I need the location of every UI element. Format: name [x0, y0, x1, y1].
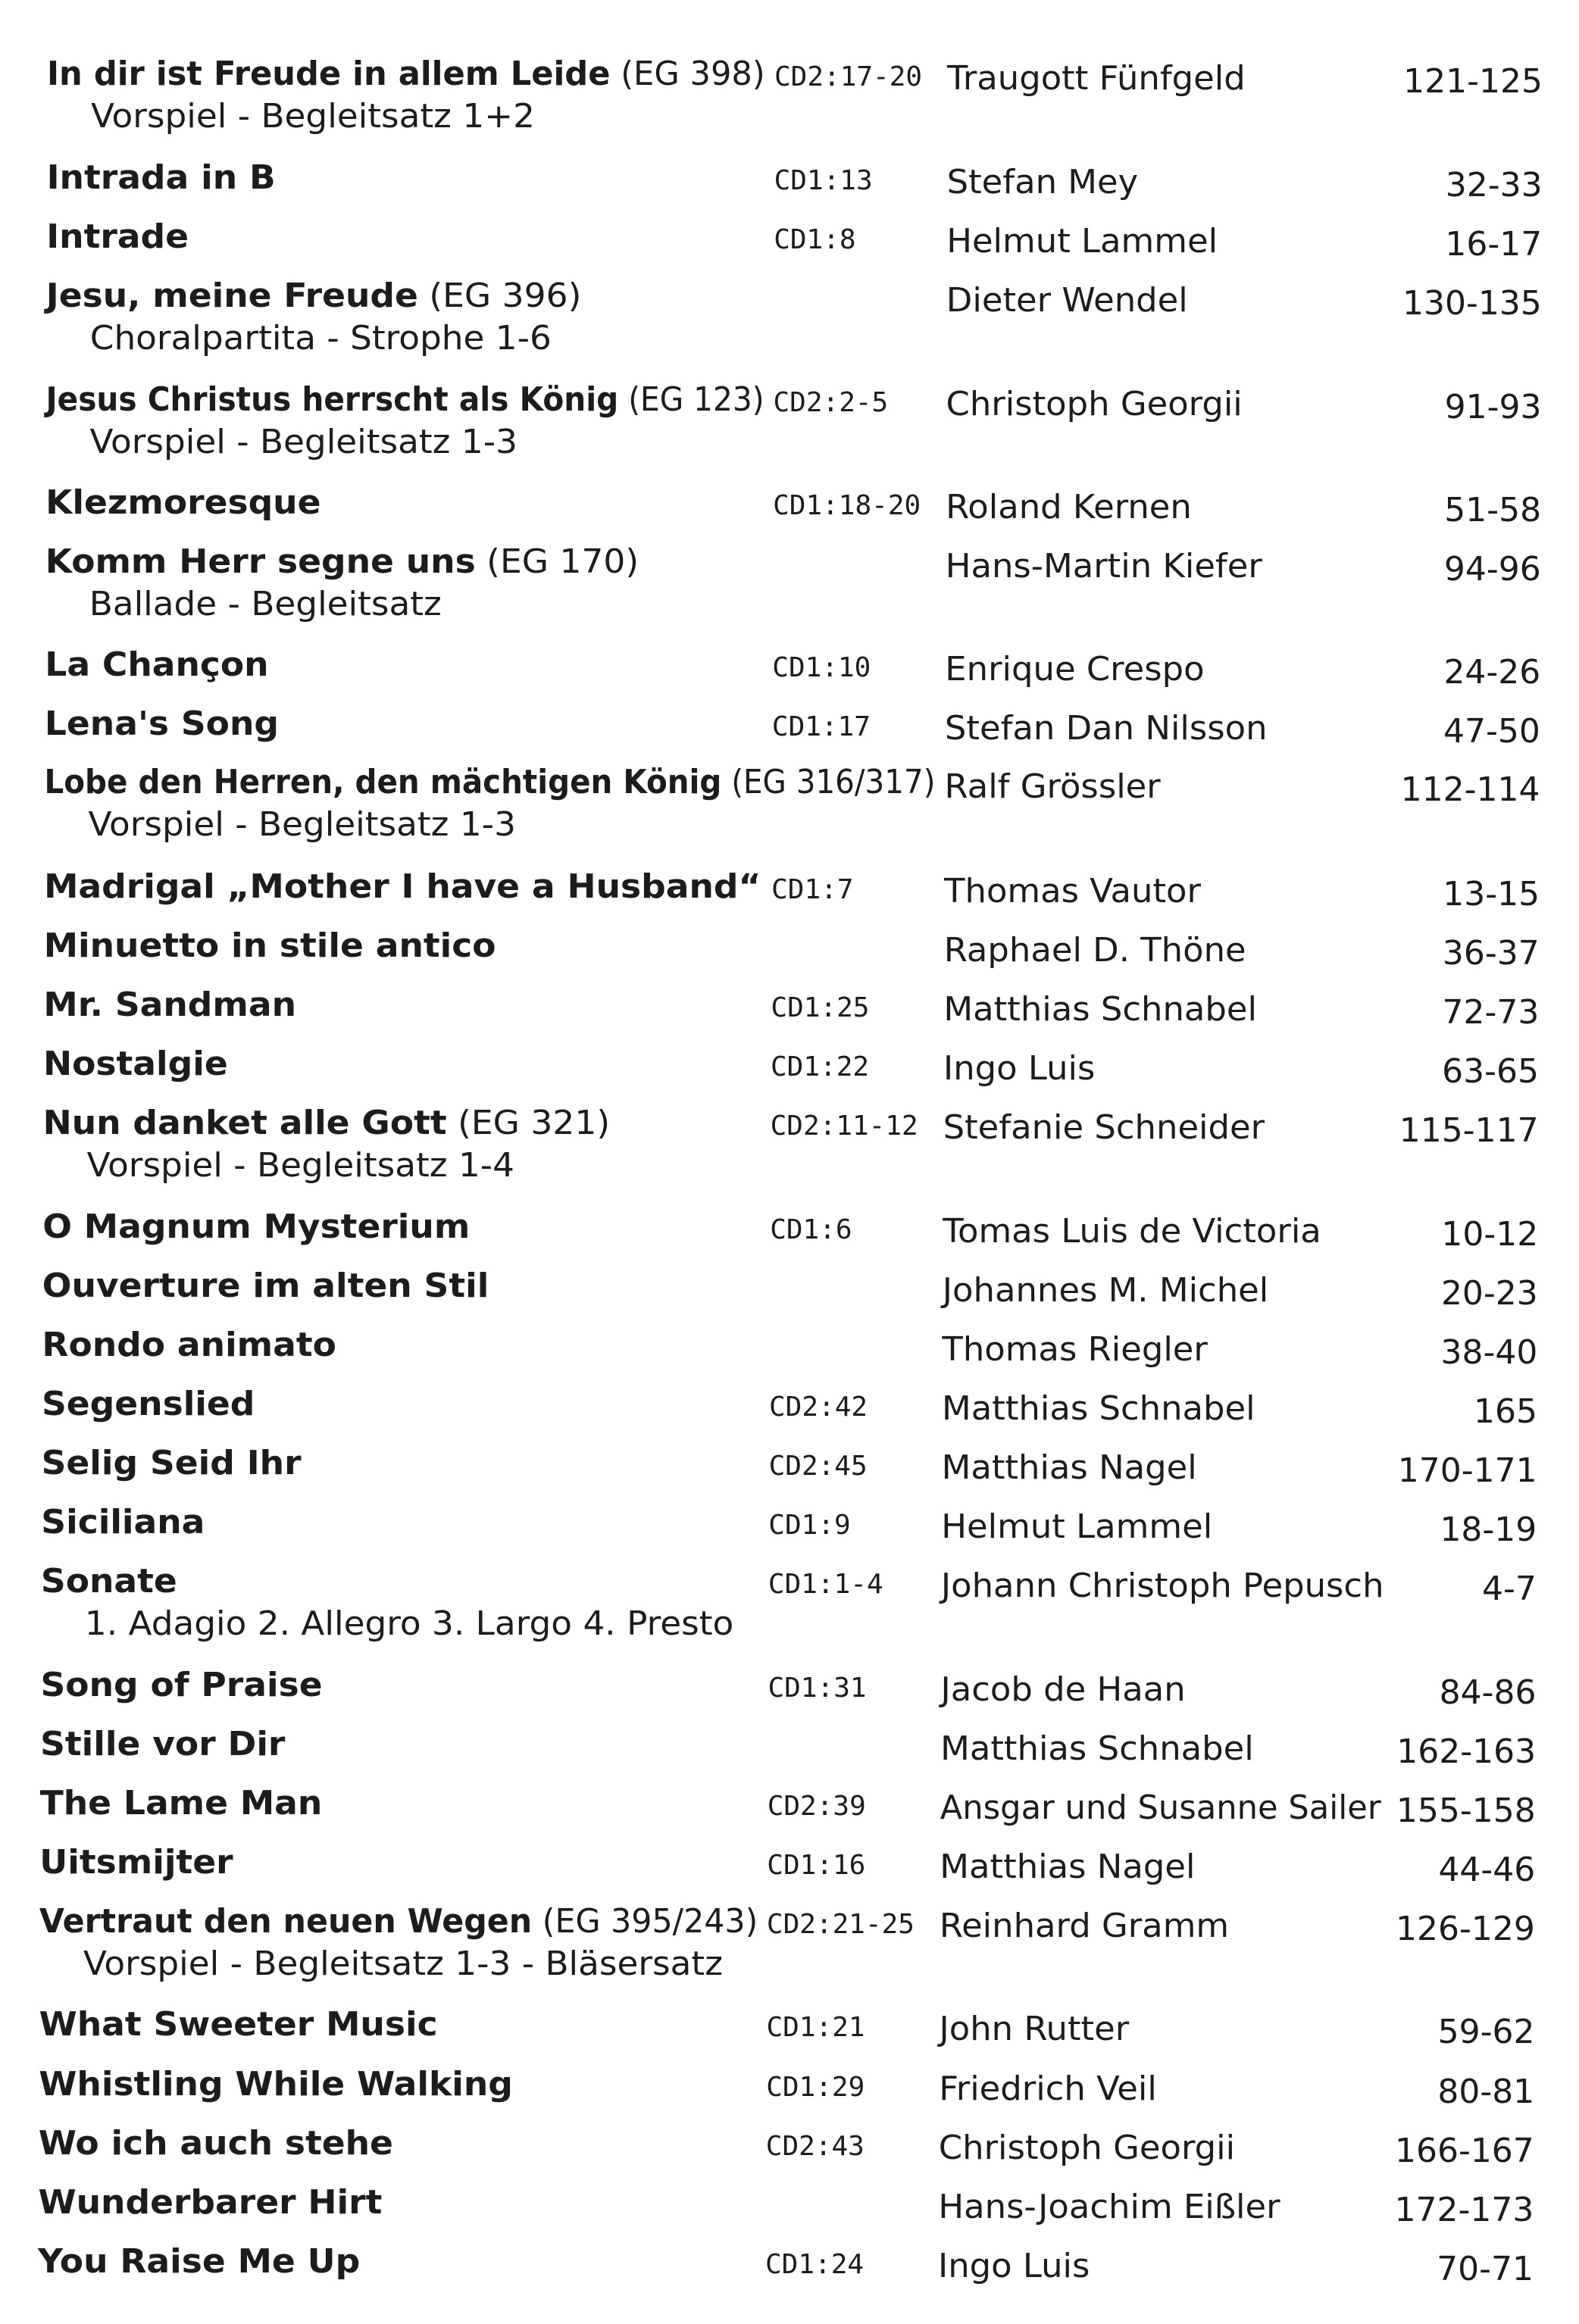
cd-track: CD1:13 — [774, 165, 873, 196]
composer: Johann Christoph Pepusch — [940, 1567, 1384, 1605]
cd-track: CD2:21-25 — [766, 1909, 915, 1940]
page-range: 72-73 — [1442, 993, 1540, 1032]
page-range: 32-33 — [1445, 166, 1543, 205]
piece-title: Siciliana — [41, 1503, 205, 1542]
piece-title: Nostalgie — [43, 1045, 228, 1083]
page-range: 38-40 — [1440, 1333, 1538, 1372]
entry-title — [39, 2123, 393, 2165]
piece-title: Lobe den Herren, den mächtigen König — [44, 763, 722, 801]
composer: Enrique Crespo — [945, 650, 1205, 689]
piece-title: Ouverture im alten Stil — [42, 1267, 489, 1305]
cd-track: CD1:24 — [765, 2249, 865, 2280]
entry-title — [43, 984, 296, 1026]
composer: Christoph Georgii — [938, 2129, 1236, 2167]
cd-track: CD2:42 — [769, 1392, 868, 1423]
piece-title: Komm Herr segne uns — [45, 542, 476, 581]
piece-title: Lena's Song — [44, 704, 279, 743]
entry-title — [46, 216, 189, 258]
composer: Matthias Schnabel — [940, 1729, 1254, 1768]
entry-subtitle: Vorspiel - Begleitsatz 1-3 — [89, 423, 517, 461]
page-range: 166-167 — [1394, 2132, 1534, 2170]
piece-title: Jesus Christus herrscht als König — [45, 380, 619, 419]
composer: Matthias Nagel — [940, 1848, 1196, 1886]
page-range: 115-117 — [1399, 1111, 1539, 1150]
composer: Ingo Luis — [938, 2247, 1090, 2285]
piece-title: Klezmoresque — [45, 483, 321, 522]
page-range: 170-171 — [1397, 1451, 1537, 1490]
cd-track: CD1:21 — [766, 2012, 865, 2043]
piece-title: What Sweeter Music — [39, 2005, 438, 2044]
page-range: 121-125 — [1403, 62, 1543, 101]
page-range: 172-173 — [1394, 2191, 1534, 2229]
piece-title: Uitsmijter — [39, 1843, 233, 1882]
composer: Stefan Dan Nilsson — [944, 709, 1268, 748]
page-range: 91-93 — [1444, 388, 1542, 426]
composer: Stefan Mey — [946, 163, 1139, 201]
page-range: 24-26 — [1443, 653, 1541, 692]
cd-track: CD1:31 — [768, 1673, 867, 1704]
entry-title — [45, 482, 320, 524]
cd-track: CD1:16 — [767, 1850, 866, 1881]
page-range: 112-114 — [1400, 770, 1540, 809]
page-range: 126-129 — [1396, 1910, 1535, 1948]
entry-title — [44, 866, 761, 908]
entry-title — [42, 1324, 336, 1367]
composer: Thomas Vautor — [944, 872, 1201, 911]
piece-title: You Raise Me Up — [38, 2242, 361, 2281]
cd-track: CD1:29 — [766, 2072, 865, 2103]
entry-title — [39, 2063, 513, 2106]
entry-title — [39, 1901, 758, 1943]
composer: Dieter Wendel — [946, 281, 1188, 320]
entry-subtitle: 1. Adagio 2. Allegro 3. Largo 4. Presto — [84, 1604, 734, 1643]
hymn-number: (EG 396) — [417, 276, 582, 315]
composer: Raphael D. Thöne — [943, 931, 1246, 970]
entry-title — [42, 1265, 489, 1307]
hymn-number: (EG 123) — [618, 380, 764, 419]
cd-track: CD1:6 — [770, 1214, 852, 1245]
composer: Reinhard Gramm — [939, 1907, 1230, 1945]
piece-title: Intrada in B — [46, 158, 276, 197]
piece-title: O Magnum Mysterium — [42, 1207, 471, 1246]
cd-track: CD2:39 — [767, 1791, 866, 1822]
entry-title — [45, 541, 639, 583]
piece-title: Mr. Sandman — [43, 986, 296, 1024]
piece-title: Stille vor Dir — [40, 1725, 286, 1763]
hymn-number: (EG 395/243) — [532, 1902, 758, 1941]
entry-subtitle: Choralpartita - Strophe 1-6 — [89, 319, 552, 358]
entry-title — [47, 53, 765, 95]
entry-title — [38, 2182, 382, 2224]
page-range: 63-65 — [1442, 1052, 1539, 1091]
cd-track: CD2:17-20 — [774, 61, 923, 92]
page-range: 84-86 — [1439, 1673, 1537, 1712]
entry-title — [42, 1206, 470, 1248]
page-range: 162-163 — [1396, 1732, 1537, 1771]
page-range: 94-96 — [1443, 550, 1541, 589]
composer: Ansgar und Susanne Sailer — [940, 1788, 1381, 1827]
entry-title — [39, 2004, 438, 2046]
page-range: 59-62 — [1437, 2013, 1535, 2051]
composer: Johannes M. Michel — [942, 1271, 1269, 1310]
entry-title — [41, 1664, 323, 1707]
entry-title — [41, 1560, 177, 1603]
hymn-number: (EG 398) — [610, 55, 765, 93]
piece-title: Wo ich auch stehe — [38, 2124, 393, 2163]
cd-track: CD1:25 — [771, 992, 870, 1023]
composer: John Rutter — [939, 2010, 1130, 2048]
composer: Tomas Luis de Victoria — [943, 1212, 1321, 1251]
entry-title — [45, 761, 936, 804]
cd-track: CD1:1-4 — [768, 1569, 883, 1600]
page-range: 47-50 — [1443, 712, 1540, 751]
page-range: 13-15 — [1443, 875, 1540, 914]
cd-track: CD2:43 — [765, 2131, 865, 2162]
entry-title — [44, 925, 496, 967]
composer: Helmut Lammel — [946, 222, 1218, 261]
piece-title: Madrigal „Mother I have a Husband“ — [44, 867, 761, 906]
entry-title — [40, 1782, 323, 1825]
composer: Traugott Fünfgeld — [947, 59, 1246, 98]
page-range: 20-23 — [1440, 1274, 1538, 1313]
cd-track: CD1:8 — [774, 224, 856, 255]
composer: Hans-Joachim Eißler — [938, 2188, 1280, 2226]
cd-track: CD1:9 — [768, 1510, 851, 1541]
hymn-number: (EG 170) — [475, 542, 639, 581]
composer: Matthias Schnabel — [942, 1389, 1255, 1428]
entry-subtitle: Vorspiel - Begleitsatz 1-3 - Bläsersatz — [83, 1944, 723, 1983]
composer: Ingo Luis — [943, 1049, 1096, 1088]
cd-track: CD1:17 — [771, 711, 871, 742]
piece-title: Minuetto in stile antico — [43, 926, 496, 965]
cd-track: CD1:22 — [771, 1051, 870, 1082]
composer: Thomas Riegler — [942, 1330, 1208, 1369]
composer: Matthias Nagel — [941, 1448, 1197, 1487]
hymn-number: (EG 316/317) — [721, 763, 936, 801]
cd-track: CD1:10 — [772, 652, 871, 683]
entry-title — [41, 1501, 205, 1544]
composer: Ralf Grössler — [944, 767, 1161, 806]
page-range: 44-46 — [1438, 1851, 1536, 1889]
page-range: 16-17 — [1445, 225, 1543, 264]
entry-title — [46, 275, 582, 317]
composer: Helmut Lammel — [941, 1507, 1213, 1546]
entry-title — [42, 1383, 255, 1426]
composer: Christoph Georgii — [946, 385, 1243, 423]
page-range: 130-135 — [1402, 284, 1542, 323]
entry-subtitle: Vorspiel - Begleitsatz 1-3 — [88, 805, 516, 844]
page-range: 155-158 — [1396, 1791, 1536, 1830]
entry-title — [38, 2241, 360, 2283]
entry-title — [46, 379, 764, 421]
piece-title: Whistling While Walking — [39, 2065, 513, 2104]
entry-title — [39, 1841, 233, 1884]
cd-track: CD2:11-12 — [770, 1110, 918, 1142]
hymn-number: (EG 321) — [446, 1104, 611, 1142]
page-range: 10-12 — [1441, 1215, 1539, 1254]
page-range: 70-71 — [1437, 2250, 1534, 2288]
piece-title: Selig Seid Ihr — [41, 1444, 302, 1482]
page-range: 18-19 — [1440, 1510, 1537, 1549]
composer: Jacob de Haan — [940, 1670, 1186, 1709]
entry-subtitle: Vorspiel - Begleitsatz 1+2 — [91, 97, 536, 136]
composer: Friedrich Veil — [939, 2069, 1157, 2108]
page-range: 4-7 — [1482, 1570, 1537, 1608]
cd-track: CD2:2-5 — [773, 387, 889, 418]
piece-title: Sonate — [40, 1562, 177, 1601]
entry-title — [43, 1102, 611, 1145]
composer: Roland Kernen — [946, 488, 1192, 526]
composer: Matthias Schnabel — [943, 990, 1258, 1029]
cd-track: CD1:18-20 — [773, 490, 921, 521]
piece-title: La Chançon — [45, 645, 269, 684]
page-range: 36-37 — [1442, 934, 1540, 973]
entry-title — [45, 703, 279, 745]
cd-track: CD2:45 — [768, 1451, 868, 1482]
piece-title: Intrade — [46, 217, 189, 256]
piece-title: In dir ist Freude in allem Leide — [47, 55, 611, 93]
page-range: 165 — [1474, 1392, 1537, 1431]
piece-title: Nun danket alle Gott — [42, 1104, 447, 1142]
entry-title — [43, 1043, 228, 1085]
page-range: 80-81 — [1437, 2073, 1535, 2111]
entry-title — [40, 1723, 285, 1766]
entry-title — [47, 157, 276, 199]
entry-title — [45, 644, 268, 686]
piece-title: Jesu, meine Freude — [45, 276, 418, 315]
composer: Hans-Martin Kiefer — [945, 547, 1262, 586]
piece-title: Rondo animato — [42, 1326, 336, 1364]
entry-title — [42, 1442, 302, 1485]
entry-subtitle: Ballade - Begleitsatz — [89, 585, 442, 623]
page-range: 51-58 — [1444, 491, 1542, 529]
piece-title: The Lame Man — [39, 1784, 323, 1823]
composer: Stefanie Schneider — [943, 1108, 1265, 1147]
piece-title: Wunderbarer Hirt — [38, 2183, 383, 2222]
entry-subtitle: Vorspiel - Begleitsatz 1-4 — [86, 1146, 515, 1185]
piece-title: Song of Praise — [40, 1666, 323, 1704]
cd-track: CD1:7 — [771, 874, 854, 905]
piece-title: Segenslied — [42, 1385, 255, 1423]
piece-title: Vertraut den neuen Wegen — [39, 1902, 533, 1941]
